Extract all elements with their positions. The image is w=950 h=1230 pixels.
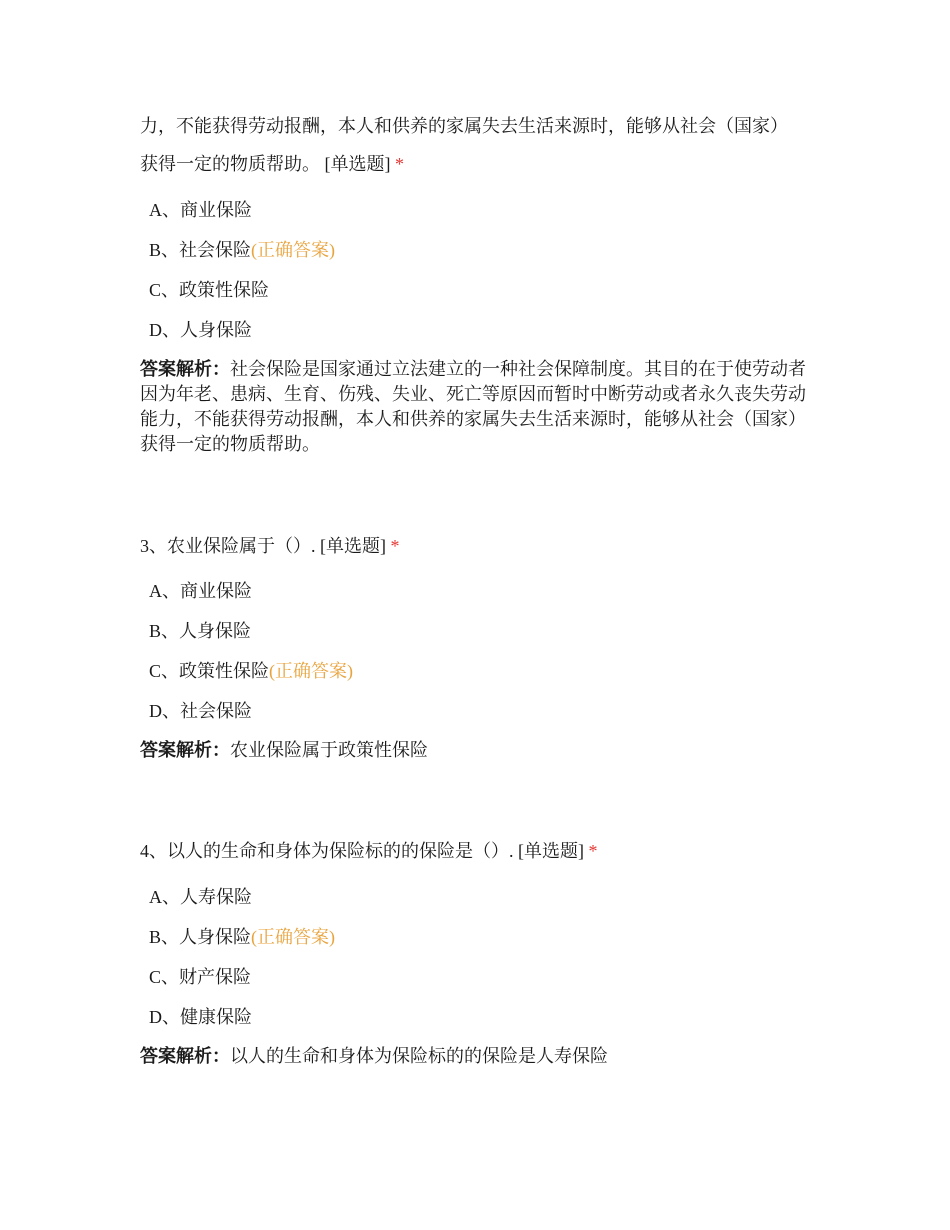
required-mark: * bbox=[395, 154, 404, 174]
option-label: C、政策性保险 bbox=[149, 280, 270, 300]
question-stem-text: 3、农业保险属于（）. bbox=[140, 536, 316, 556]
question-stem-text: 力，不能获得劳动报酬，本人和供养的家属失去生活来源时，能够从社会（国家） bbox=[140, 116, 788, 136]
correct-answer-tag: (正确答案) bbox=[251, 927, 336, 947]
option-c bbox=[149, 278, 269, 302]
required-mark: * bbox=[588, 841, 598, 861]
explanation-text: 社会保险是国家通过立法建立的一种社会保障制度。其目的在于使劳动者因为年老、患病、生育、伤残、失业、死亡等原因而暂时中断劳动或者永久丧失劳动能力，不能获得劳动报酬，本人和供养的家属失去生活来源时，能够从社会（国家）获得一定的物质帮助。 bbox=[140, 359, 806, 454]
option-label: C、财产保险 bbox=[149, 967, 252, 987]
option-b bbox=[149, 925, 335, 949]
option-a bbox=[149, 885, 252, 909]
option-a bbox=[149, 579, 252, 603]
required-mark: * bbox=[390, 536, 400, 556]
correct-answer-tag: (正确答案) bbox=[269, 661, 354, 681]
option-label: A、商业保险 bbox=[149, 200, 252, 220]
option-label: D、健康保险 bbox=[149, 1007, 252, 1027]
explanation-label: 答案解析： bbox=[140, 359, 230, 379]
answer-explanation bbox=[140, 738, 820, 763]
answer-explanation bbox=[140, 357, 820, 457]
option-label: A、人寿保险 bbox=[149, 887, 252, 907]
option-label: C、政策性保险 bbox=[149, 661, 270, 681]
option-c bbox=[149, 965, 251, 989]
question-stem-line bbox=[140, 114, 788, 138]
question-stem-line bbox=[140, 152, 404, 176]
explanation-label: 答案解析： bbox=[140, 740, 230, 760]
option-label: B、人身保险 bbox=[149, 927, 252, 947]
explanation-text: 农业保险属于政策性保险 bbox=[230, 740, 428, 760]
option-b bbox=[149, 238, 335, 262]
correct-answer-tag: (正确答案) bbox=[251, 240, 336, 260]
option-c bbox=[149, 659, 353, 683]
question-type-tag: [单选题] bbox=[518, 841, 584, 861]
option-a bbox=[149, 198, 252, 222]
question-stem-text: 获得一定的物质帮助。 bbox=[140, 154, 320, 174]
option-label: B、人身保险 bbox=[149, 621, 252, 641]
option-label: D、社会保险 bbox=[149, 701, 252, 721]
option-label: B、社会保险 bbox=[149, 240, 252, 260]
option-d bbox=[149, 1005, 252, 1029]
explanation-label: 答案解析： bbox=[140, 1046, 230, 1066]
option-d bbox=[149, 699, 252, 723]
question-stem-line bbox=[140, 839, 598, 863]
question-type-tag: [单选题] bbox=[324, 154, 391, 174]
answer-explanation bbox=[140, 1044, 820, 1069]
option-label: D、人身保险 bbox=[149, 320, 252, 340]
explanation-text: 以人的生命和身体为保险标的的保险是人寿保险 bbox=[230, 1046, 608, 1066]
option-d bbox=[149, 318, 252, 342]
question-stem-line bbox=[140, 534, 400, 558]
question-type-tag: [单选题] bbox=[320, 536, 386, 556]
option-b bbox=[149, 619, 251, 643]
option-label: A、商业保险 bbox=[149, 581, 252, 601]
question-stem-text: 4、以人的生命和身体为保险标的的保险是（）. bbox=[140, 841, 514, 861]
